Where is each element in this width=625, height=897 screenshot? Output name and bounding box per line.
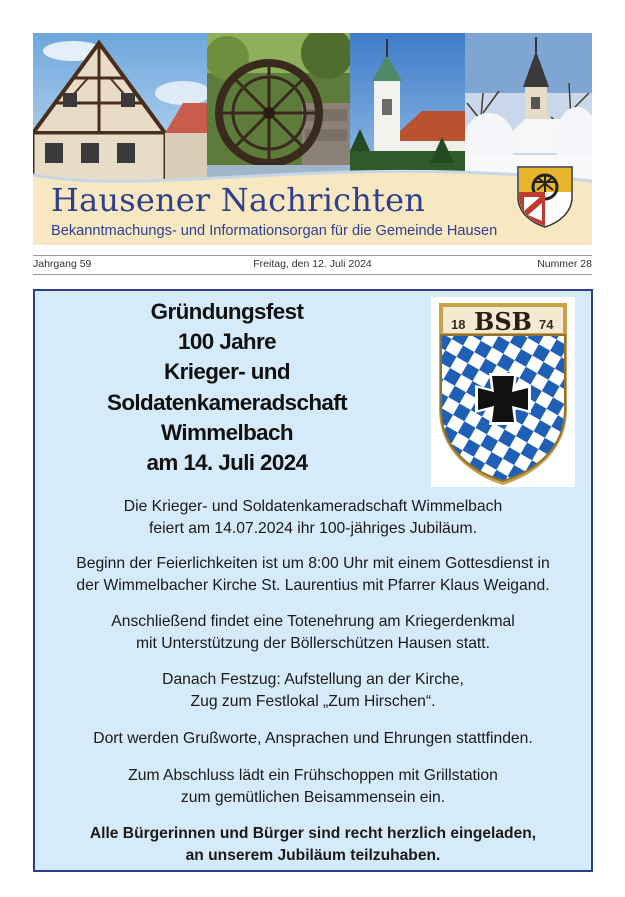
newspaper-title: Hausener Nachrichten	[51, 181, 426, 219]
paragraph-line: feiert am 14.07.2024 ihr 100-jähriges Jubiläum.	[149, 520, 477, 537]
notice-headline	[77, 297, 377, 478]
notice-paragraph	[39, 553, 587, 597]
paragraph-line: an unserem Jubiläum teilzuhaben.	[185, 847, 441, 864]
notice-paragraph	[39, 728, 587, 750]
paragraph-line: Dort werden Grußworte, Ansprachen und Ehrungen stattfinden.	[93, 730, 533, 747]
municipal-crest-icon	[516, 165, 574, 229]
paragraph-line: mit Unterstützung der Böllerschützen Hausen statt.	[135, 635, 490, 652]
headline-line: 100 Jahre	[178, 329, 276, 355]
paragraph-line: zum gemütlichen Beisammensein ein.	[180, 789, 446, 806]
volume-label: Jahrgang 59	[33, 258, 92, 270]
anniversary-notice	[33, 289, 593, 872]
headline-line: Wimmelbach	[161, 419, 293, 445]
issue-number: Nummer 28	[537, 258, 592, 270]
emblem-year-right: 74	[539, 317, 554, 332]
paragraph-line: Alle Bürgerinnen und Bürger sind recht herzlich eingeladen,	[89, 825, 537, 842]
paragraph-line: Zum Abschluss lädt ein Frühschoppen mit Grillstation	[128, 767, 498, 784]
paragraph-line: Danach Festzug: Aufstellung an der Kirche,	[162, 671, 464, 688]
newspaper-subtitle: Bekanntmachungs- und Informationsorgan für die Gemeinde Hausen	[51, 223, 498, 239]
notice-paragraph	[39, 496, 587, 540]
headline-line: am 14. Juli 2024	[146, 450, 308, 476]
headline-line: Krieger- und	[164, 359, 290, 385]
headline-line: Soldatenkameradschaft	[106, 389, 347, 415]
issue-date: Freitag, den 12. Juli 2024	[253, 258, 372, 270]
paragraph-line: Beginn der Feierlichkeiten ist um 8:00 Uhr mit einem Gottesdienst in	[76, 555, 550, 572]
notice-paragraph	[39, 765, 587, 809]
paragraph-line: der Wimmelbacher Kirche St. Laurentius mit Pfarrer Klaus Weigand.	[76, 577, 550, 594]
closing-invitation	[39, 823, 587, 867]
paragraph-line: Die Krieger- und Soldatenkameradschaft Wimmelbach	[123, 498, 503, 515]
notice-paragraph	[39, 669, 587, 713]
dateline	[33, 255, 592, 275]
headline-line: Gründungsfest	[150, 299, 304, 324]
paragraph-line: Anschließend findet eine Totenehrung am Kriegerdenkmal	[111, 613, 515, 630]
emblem-letters: BSB	[474, 307, 532, 336]
paragraph-line: Zug zum Festlokal „Zum Hirschen“.	[190, 693, 436, 710]
emblem-year-left: 18	[451, 317, 466, 332]
masthead	[33, 33, 592, 245]
notice-paragraph	[39, 611, 587, 655]
association-emblem	[431, 297, 575, 487]
